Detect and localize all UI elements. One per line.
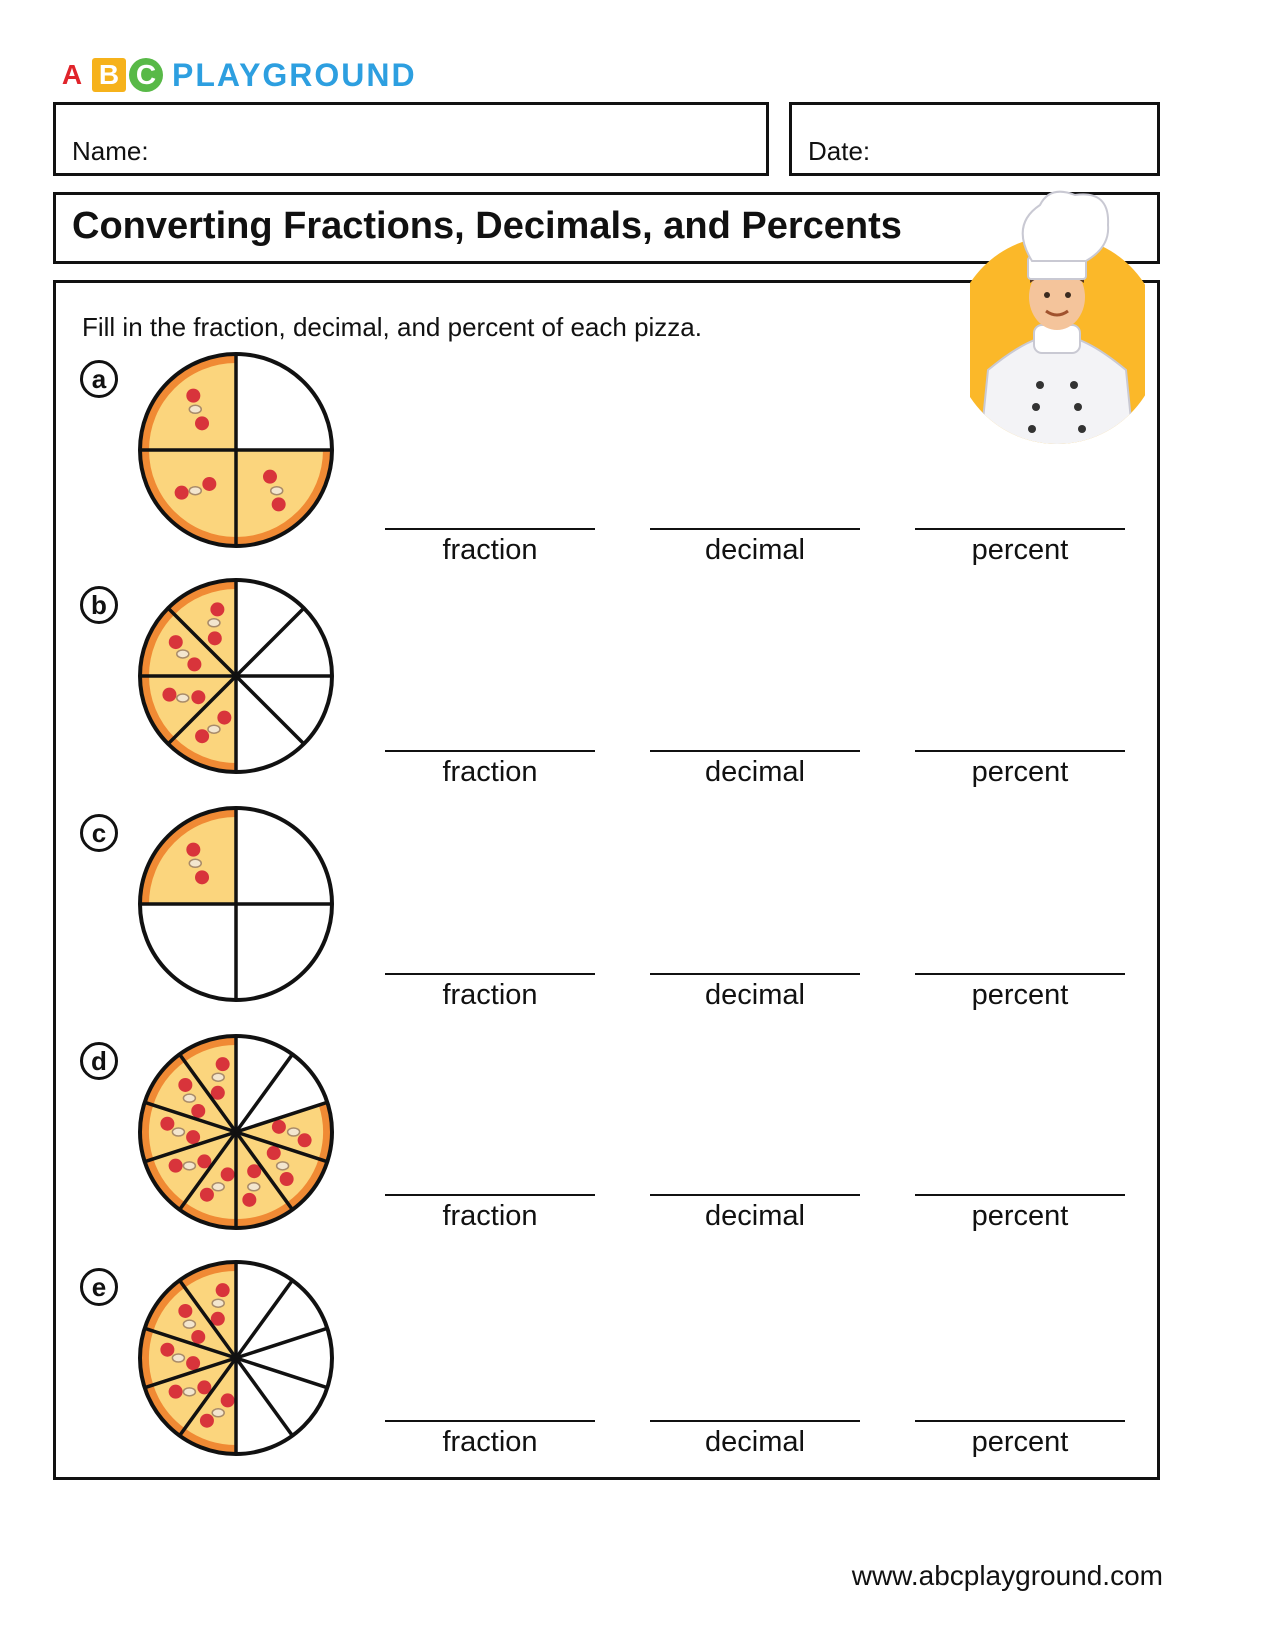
mushroom-topping <box>271 487 283 495</box>
fraction-label: fraction <box>442 756 538 788</box>
pepperoni-topping <box>298 1133 312 1147</box>
answer-percent-d[interactable] <box>915 1194 1125 1233</box>
pizza-a <box>136 350 336 550</box>
mushroom-topping <box>183 1162 195 1170</box>
logo-word: PLAYGROUND <box>172 56 417 93</box>
mushroom-topping <box>288 1128 300 1136</box>
problem-letter: d <box>80 1042 118 1080</box>
brand-logo <box>55 55 417 95</box>
mushroom-topping <box>212 1299 224 1307</box>
logo-letter-c: C <box>129 58 163 92</box>
pepperoni-topping <box>217 711 231 725</box>
fraction-label: fraction <box>442 1426 538 1458</box>
date-field[interactable] <box>789 102 1160 176</box>
pepperoni-topping <box>221 1393 235 1407</box>
answer-percent-a[interactable] <box>915 528 1125 567</box>
footer-url: www.abcplayground.com <box>851 1560 1163 1591</box>
percent-label: percent <box>971 534 1069 566</box>
slice-line <box>236 1358 327 1388</box>
pepperoni-topping <box>175 486 189 500</box>
pepperoni-topping <box>200 1414 214 1428</box>
pepperoni-topping <box>200 1188 214 1202</box>
problem-letter: a <box>80 360 118 398</box>
pepperoni-topping <box>221 1167 235 1181</box>
pepperoni-topping <box>272 1120 286 1134</box>
pepperoni-topping <box>162 688 176 702</box>
decimal-label: decimal <box>705 756 805 788</box>
mushroom-topping <box>177 650 189 658</box>
date-label: Date: <box>808 136 871 166</box>
pepperoni-topping <box>267 1146 281 1160</box>
pepperoni-topping <box>195 870 209 884</box>
mushroom-topping <box>172 1354 184 1362</box>
mushroom-topping <box>189 859 201 867</box>
name-field[interactable] <box>53 102 769 176</box>
pepperoni-topping <box>263 470 277 484</box>
fraction-label: fraction <box>442 1200 538 1232</box>
pepperoni-topping <box>191 690 205 704</box>
decimal-label: decimal <box>705 1200 805 1232</box>
pepperoni-topping <box>195 416 209 430</box>
fraction-label: fraction <box>442 534 538 566</box>
mushroom-topping <box>183 1094 195 1102</box>
mushroom-topping <box>189 487 201 495</box>
pepperoni-topping <box>272 497 286 511</box>
mushroom-topping <box>189 405 201 413</box>
pepperoni-topping <box>280 1172 294 1186</box>
slice-line <box>236 1328 327 1358</box>
decimal-label: decimal <box>705 979 805 1011</box>
percent-label: percent <box>971 1426 1069 1458</box>
slice-line <box>236 608 304 676</box>
pepperoni-topping <box>191 1330 205 1344</box>
logo-letter-a: A <box>61 59 83 90</box>
answer-decimal-d[interactable] <box>650 1194 860 1233</box>
pepperoni-topping <box>216 1283 230 1297</box>
problem-letter: e <box>80 1268 118 1306</box>
answer-percent-e[interactable] <box>915 1420 1125 1459</box>
percent-label: percent <box>971 756 1069 788</box>
percent-label: percent <box>971 979 1069 1011</box>
mushroom-topping <box>183 1388 195 1396</box>
pepperoni-topping <box>169 1159 183 1173</box>
slice-line <box>236 1358 292 1436</box>
pepperoni-topping <box>202 477 216 491</box>
mushroom-topping <box>212 1073 224 1081</box>
slice-line <box>236 1280 292 1358</box>
pepperoni-topping <box>169 635 183 649</box>
pepperoni-topping <box>216 1057 230 1071</box>
pepperoni-topping <box>242 1193 256 1207</box>
pizza-c <box>136 804 336 1004</box>
pepperoni-topping <box>186 1356 200 1370</box>
pepperoni-topping <box>178 1304 192 1318</box>
problem-letter: b <box>80 586 118 624</box>
pepperoni-topping <box>178 1078 192 1092</box>
pepperoni-topping <box>186 1130 200 1144</box>
mushroom-topping <box>248 1183 260 1191</box>
mushroom-topping <box>172 1128 184 1136</box>
answer-fraction-d[interactable] <box>385 1194 595 1233</box>
name-label: Name: <box>72 136 149 166</box>
pepperoni-topping <box>186 389 200 403</box>
pizza-b <box>136 576 336 776</box>
mushroom-topping <box>183 1320 195 1328</box>
pizza-d <box>136 1032 336 1232</box>
pepperoni-topping <box>210 602 224 616</box>
pizza-e <box>136 1258 336 1458</box>
mushroom-topping <box>208 725 220 733</box>
problem-letter: c <box>80 814 118 852</box>
decimal-label: decimal <box>705 534 805 566</box>
instructions: Fill in the fraction, decimal, and percent of each pizza. <box>82 312 702 342</box>
pepperoni-topping <box>160 1117 174 1131</box>
slice-line <box>236 676 304 744</box>
answer-decimal-e[interactable] <box>650 1420 860 1459</box>
answer-decimal-b[interactable] <box>650 750 860 789</box>
fraction-label: fraction <box>442 979 538 1011</box>
answer-decimal-a[interactable] <box>650 528 860 567</box>
pepperoni-topping <box>195 729 209 743</box>
mushroom-topping <box>212 1409 224 1417</box>
mushroom-topping <box>208 619 220 627</box>
answer-decimal-c[interactable] <box>650 973 860 1012</box>
pepperoni-topping <box>187 657 201 671</box>
answer-percent-b[interactable] <box>915 750 1125 789</box>
answer-fraction-a[interactable] <box>385 528 595 567</box>
page-title: Converting Fractions, Decimals, and Percents <box>72 205 902 247</box>
pepperoni-topping <box>208 631 222 645</box>
decimal-label: decimal <box>705 1426 805 1458</box>
percent-label: percent <box>971 1200 1069 1232</box>
mushroom-topping <box>277 1162 289 1170</box>
mushroom-topping <box>212 1183 224 1191</box>
answer-fraction-e[interactable] <box>385 1420 595 1459</box>
pepperoni-topping <box>160 1343 174 1357</box>
answer-fraction-c[interactable] <box>385 973 595 1012</box>
pepperoni-topping <box>169 1385 183 1399</box>
answer-fraction-b[interactable] <box>385 750 595 789</box>
logo-letter-b: B <box>92 58 126 92</box>
pepperoni-topping <box>186 843 200 857</box>
answer-percent-c[interactable] <box>915 973 1125 1012</box>
pepperoni-topping <box>191 1104 205 1118</box>
mushroom-topping <box>177 694 189 702</box>
chef-illustration <box>970 185 1145 450</box>
